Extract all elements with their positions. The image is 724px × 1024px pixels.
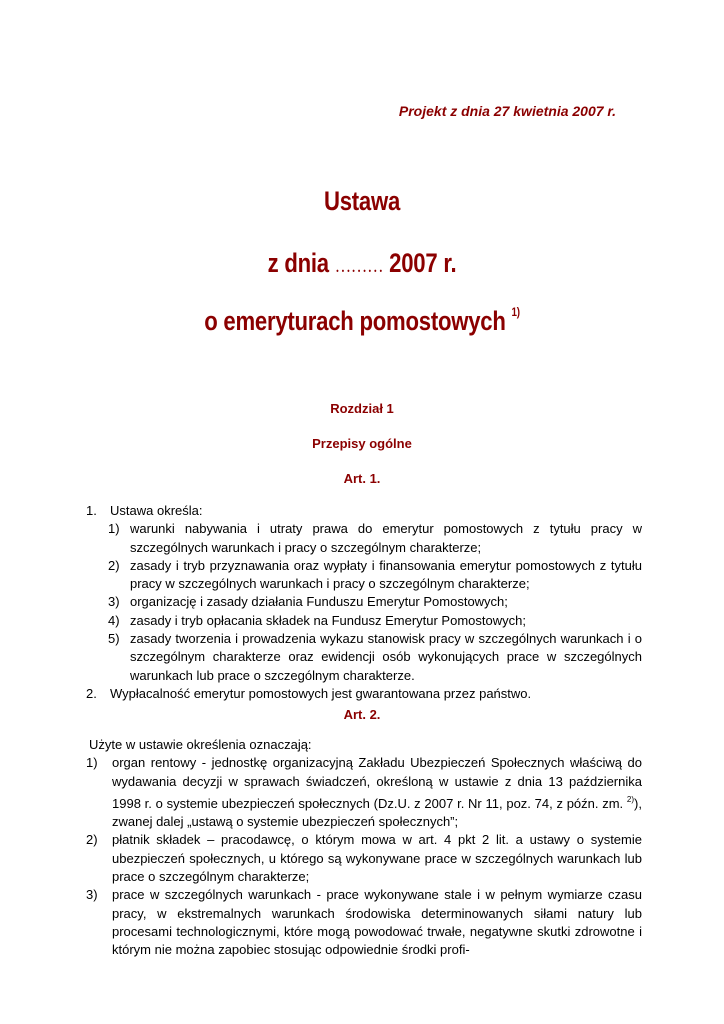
item-text: warunki nabywania i utraty prawa do emerytur pomostowych z tytułu pracy w szczególnych warunkach i pracy o szczególnym charakterze; [130, 521, 642, 555]
item-text-part: organ rentowy - jednostkę organizacyjną Zakładu Ubezpieczeń Społecznych właściwą do wydawania decyzji w sprawach świadczeń, określoną w ustawie z dnia 13 października 1998 r. o systemie ubezpieczeń społecznych (Dz.U. z 2007 r. Nr 11, poz. 74, z późn. zm. [112, 755, 642, 811]
list-item [86, 886, 642, 959]
article-1-heading: Art. 1. [343, 471, 381, 486]
act-subject-line [65, 305, 659, 337]
paragraph-number: 1. [86, 503, 97, 518]
item-text: organizację i zasady działania Funduszu Emerytur Pomostowych; [130, 594, 508, 610]
paragraph-number: 2. [86, 685, 97, 701]
item-text-part: ), zwanej dalej „ustawą o systemie ubezpieczeń społecznych”; [112, 795, 642, 830]
paragraph-text: Wypłacalność emerytur pomostowych jest gwarantowana przez państwo. [110, 685, 532, 701]
act-date-prefix: z dnia [267, 248, 335, 278]
article-2-intro [86, 736, 642, 754]
list-item [86, 557, 642, 594]
list-item [86, 520, 642, 557]
item-text [112, 754, 642, 831]
article-2-body [86, 736, 642, 960]
article-1-body [86, 502, 642, 703]
footnote-ref-1: 1) [511, 305, 520, 319]
paragraph-text: Ustawa określa: [110, 503, 203, 518]
item-number: 3) [86, 887, 98, 903]
item-number: 4) [108, 612, 120, 628]
act-date-line [65, 248, 659, 279]
item-text: płatnik składek – pracodawcę, o którym mowa w art. 4 pkt 2 lit. a ustawy o systemie ubezpieczeń społecznych, u którego są wykonywane prace w szczególnych warunkach lub prace o szczególnym charakterze; [112, 832, 642, 885]
chapter-name: Przepisy ogólne [312, 436, 412, 451]
footnote-ref-2: 2) [626, 794, 635, 804]
project-date-line: Projekt z dnia 27 kwietnia 2007 r. [398, 103, 616, 119]
item-text: zasady tworzenia i prowadzenia wykazu stanowisk pracy w szczególnych warunkach i o szczególnym charakterze oraz ewidencji osób wykonujących prace w szczególnych warunkach lub prace o szczególnym charakterze. [130, 631, 642, 683]
article-1-paragraph-1 [86, 502, 642, 520]
act-date-dots: ……… [334, 255, 384, 277]
list-item [86, 754, 642, 831]
list-item [86, 630, 642, 685]
article-1-paragraph-2 [86, 685, 642, 703]
item-number: 3) [108, 594, 120, 610]
item-number: 2) [86, 832, 98, 848]
act-subject: o emeryturach pomostowych [204, 306, 506, 336]
item-number: 1) [86, 755, 98, 771]
item-number: 1) [108, 521, 120, 537]
act-title: Ustawa [323, 186, 401, 216]
act-date-suffix: 2007 r. [383, 248, 457, 278]
list-item [86, 612, 642, 630]
item-number: 2) [108, 557, 120, 573]
intro-text: Użyte w ustawie określenia oznaczają: [89, 737, 312, 752]
item-text: zasady i tryb opłacania składek na Fundusz Emerytur Pomostowych; [130, 612, 526, 628]
article-2-heading: Art. 2. [343, 707, 381, 722]
item-number: 5) [108, 631, 120, 647]
list-item [86, 593, 642, 611]
list-item [86, 831, 642, 886]
item-text: zasady i tryb przyznawania oraz wypłaty i finansowania emerytur pomostowych z tytułu pracy w szczególnych warunkach i pracy o szczególnym charakterze; [130, 557, 642, 592]
item-text: prace w szczególnych warunkach - prace wykonywane stale i w pełnym wymiarze czasu pracy, w ekstremalnych warunkach środowiska determinowanych siłami natury lub procesami technologicznymi, które mogą powodować trwałe, negatywne skutki zdrowotne i którym nie można zapobiec stosując odpowiednie środki profi- [112, 887, 642, 958]
chapter-label: Rozdział 1 [330, 401, 394, 416]
